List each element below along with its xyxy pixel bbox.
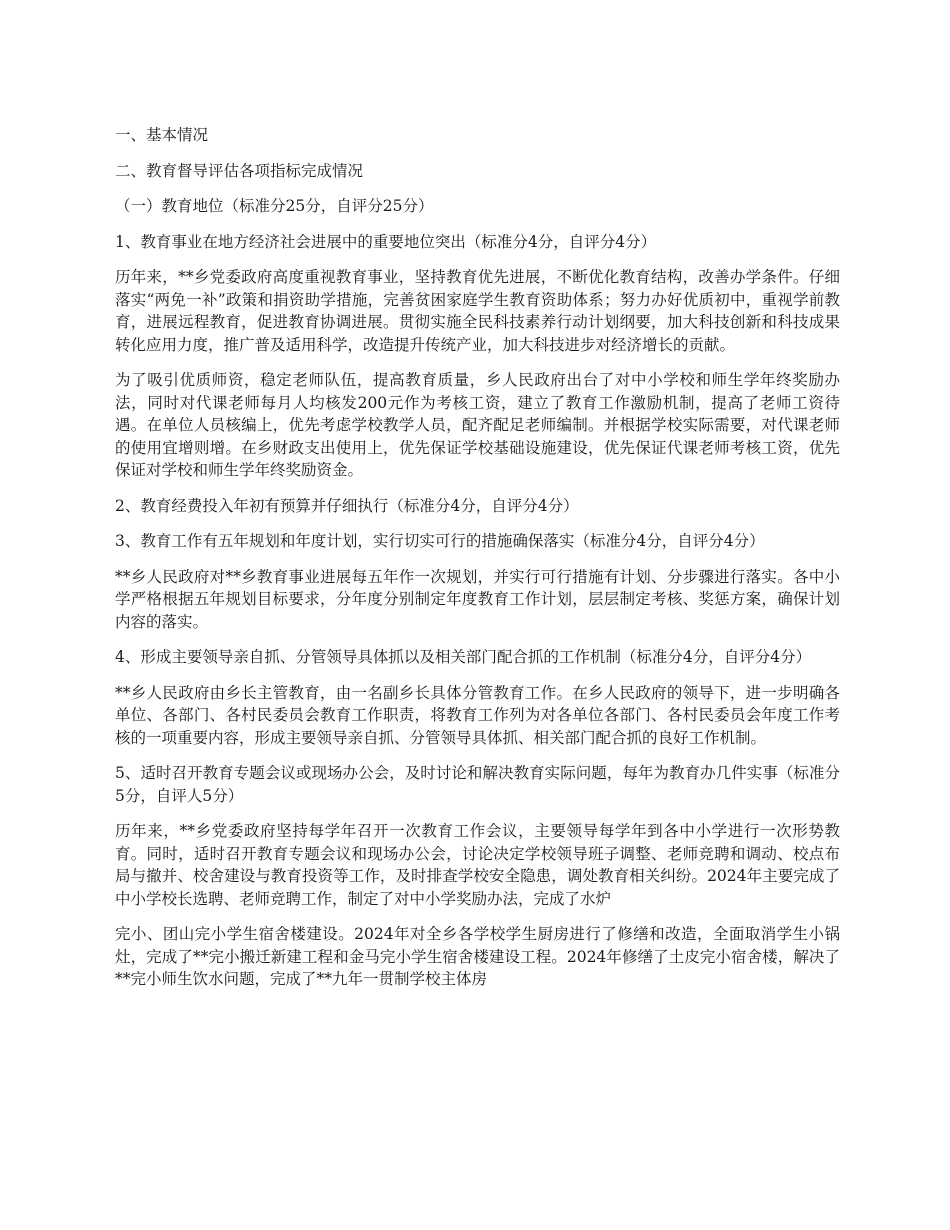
body-paragraph: 历年来，**乡党委政府高度重视教育事业，坚持教育优先进展，不断优化教育结构，改善办学条件。仔细落实“两免一补”政策和捐资助学措施，完善贫困家庭学生教育资助体系；努力办好优质初中，重视学前教育，进展远程教育，促进教育协调进展。贯彻实施全民科技素养行动计划纲要，加大科技创新和科技成果转化应用力度，推广普及适用科学，改造提升传统产业，加大科技进步对经济增长的贡献。 (115, 268, 840, 354)
item-heading-5: 5、适时召开教育专题会议或现场办公会，及时讨论和解决教育实际问题，每年为教育办几件实事（标准分5分，自评人5分） (115, 764, 840, 805)
body-paragraph: 历年来，**乡党委政府坚持每学年召开一次教育工作会议，主要领导每学年到各中小学进行一次形势教育。同时，适时召开教育专题会议和现场办公会，讨论决定学校领导班子调整、老师竞聘和调动、校点布局与撤并、校舍建设与教育投资等工作，及时排查学校安全隐患，调处教育相关纠纷。2024年主要完成了中小学校长选聘、老师竞聘工作，制定了对中小学奖励办法，完成了水炉 (115, 822, 840, 908)
body-paragraph: 为了吸引优质师资，稳定老师队伍，提高教育质量，乡人民政府出台了对中小学校和师生学年终奖励办法，同时对代课老师每月人均核发200元作为考核工资，建立了教育工作激励机制，提高了老师工资待遇。在单位人员核编上，优先考虑学校教学人员，配齐配足老师编制。并根据学校实际需要，对代课老师的使用宜增则增。在乡财政支出使用上，优先保证学校基础设施建设，优先保证代课老师考核工资，优先保证对学校和师生学年终奖励资金。 (115, 371, 840, 479)
item-heading-2: 2、教育经费投入年初有预算并仔细执行（标准分4分，自评分4分） (115, 496, 579, 515)
body-paragraph: **乡人民政府对**乡教育事业进展每五年作一次规划，并实行可行措施有计划、分步骤进行落实。各中小学严格根据五年规划目标要求，分年度分别制定年度教育工作计划，层层制定考核、奖惩方案，确保计划内容的落实。 (115, 567, 840, 631)
section-heading-basic-info: 一、基本情况 (115, 126, 209, 144)
item-heading-4: 4、形成主要领导亲自抓、分管领导具体抓以及相关部门配合抓的工作机制（标准分4分，自评分4分） (115, 648, 812, 666)
document-body (115, 124, 840, 1004)
section-heading-indicators: 二、教育督导评估各项指标完成情况 (115, 161, 364, 180)
body-paragraph: **乡人民政府由乡长主管教育，由一名副乡长具体分管教育工作。在乡人民政府的领导下，进一步明确各单位、各部门、各村民委员会教育工作职责，将教育工作列为对各单位各部门、各村民委员会年度工作考核的一项重要内容，形成主要领导亲自抓、分管领导具体抓、相关部门配合抓的良好工作机制。 (115, 683, 840, 747)
body-paragraph: 完小、团山完小学生宿舍楼建设。2024年对全乡各学校学生厨房进行了修缮和改造，全面取消学生小锅灶，完成了**完小搬迁新建工程和金马完小学生宿舍楼建设工程。2024年修缮了土皮完小宿舍楼，解决了**完小师生饮水问题，完成了**九年一贯制学校主体房 (115, 925, 840, 988)
item-heading-3: 3、教育工作有五年规划和年度计划，实行切实可行的措施确保落实（标准分4分，自评分4分） (115, 532, 765, 550)
item-heading-1: 1、教育事业在地方经济社会进展中的重要地位突出（标准分4分，自评分4分） (115, 232, 657, 251)
subsection-heading-education-status: （一）教育地位（标准分25分，自评分25分） (115, 197, 434, 215)
